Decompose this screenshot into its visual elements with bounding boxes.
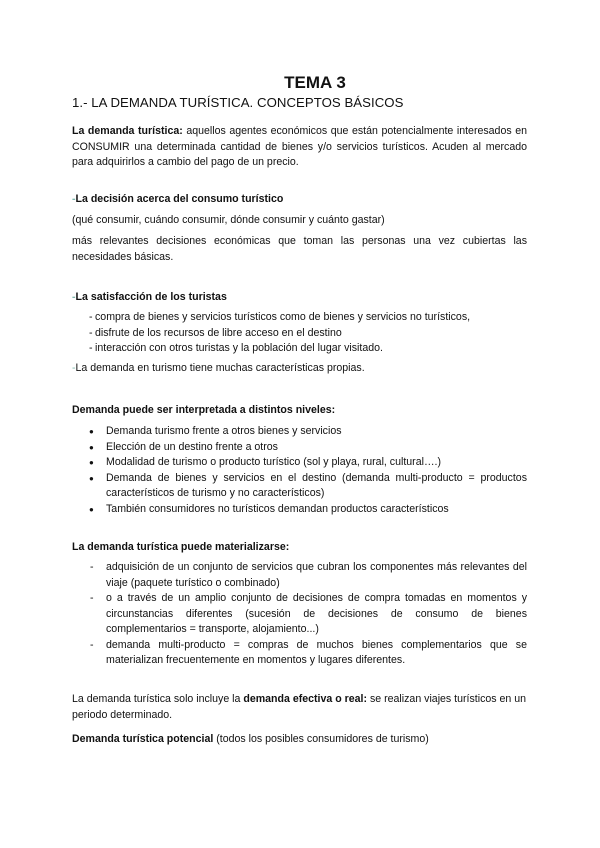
list-item: - interacción con otros turistas y la población del lugar visitado.	[72, 341, 527, 357]
list-item: ● También consumidores no turísticos demandan productos característicos	[72, 502, 527, 518]
list-item: - adquisición de un conjunto de servicios que cubran los componentes más relevantes del viaje (paquete turístico o combinado)	[72, 560, 527, 591]
decision-text: más relevantes decisiones económicas que toman las personas una vez cubiertas las necesidades básicas.	[72, 235, 527, 263]
list-item: - disfrute de los recursos de libre acceso en el destino	[72, 326, 527, 342]
effective-demand-paragraph	[72, 692, 527, 723]
highlight-marker: -	[72, 362, 76, 374]
effective-post: se realizan viajes turísticos en un periodo determinado.	[72, 693, 527, 721]
list-item: ● Demanda turismo frente a otros bienes y servicios	[72, 424, 527, 440]
effective-term: demanda efectiva o real:	[243, 693, 368, 705]
list-item: ● Modalidad de turismo o producto turístico (sol y playa, rural, cultural….)	[72, 455, 527, 471]
section-heading: 1.- LA DEMANDA TURÍSTICA. CONCEPTOS BÁSICOS	[72, 95, 404, 110]
levels-heading: Demanda puede ser interpretada a distintos niveles:	[72, 404, 336, 416]
page-title: TEMA 3	[284, 73, 346, 92]
satisfaction-title: La satisfacción de los turistas	[75, 291, 227, 303]
list-item: - o a través de un amplio conjunto de decisiones de compra tomadas en momentos y circunstancias diferentes (sucesión de decisiones de consumo de bienes complementarios = transporte, alojamiento...)	[72, 591, 527, 638]
potential-term: Demanda turística potencial	[72, 733, 214, 745]
decision-note: (qué consumir, cuándo consumir, dónde consumir y cuánto gastar)	[72, 214, 385, 226]
levels-list	[72, 424, 527, 517]
satisfaction-closing	[72, 361, 527, 377]
list-item: ● Elección de un destino frente a otros	[72, 440, 527, 456]
definition-text: aquellos agentes económicos que están potencialmente interesados en CONSUMIR una determinada cantidad de bienes y/o servicios turísticos. Acuden al mercado para adquirirlos a cambio del pago de un precio.	[72, 125, 527, 168]
effective-pre: La demanda turística solo incluye la	[72, 693, 244, 705]
satisfaction-heading	[72, 290, 527, 306]
highlight-marker: -	[72, 193, 76, 205]
list-item: - compra de bienes y servicios turísticos como de bienes y servicios no turísticos,	[72, 310, 527, 326]
decision-heading	[72, 192, 527, 208]
list-item: - demanda multi-producto = compras de muchos bienes complementarios que se materializan frecuentemente en momentos y lugares diferentes.	[72, 638, 527, 669]
closing-text: La demanda en turismo tiene muchas características propias.	[75, 362, 365, 374]
highlight-marker: -	[72, 291, 76, 303]
list-item: ● Demanda de bienes y servicios en el destino (demanda multi-producto = productos característicos de turismo y no característicos)	[72, 471, 527, 502]
decision-title: La decisión acerca del consumo turístico	[75, 193, 284, 205]
potential-post: (todos los posibles consumidores de turismo)	[213, 733, 429, 745]
materialize-heading: La demanda turística puede materializarse:	[72, 541, 290, 553]
definition-term: La demanda turística:	[72, 125, 183, 137]
satisfaction-list	[72, 310, 527, 357]
potential-demand-paragraph	[72, 732, 527, 748]
definition-paragraph	[72, 124, 527, 171]
materialize-list	[72, 560, 527, 669]
